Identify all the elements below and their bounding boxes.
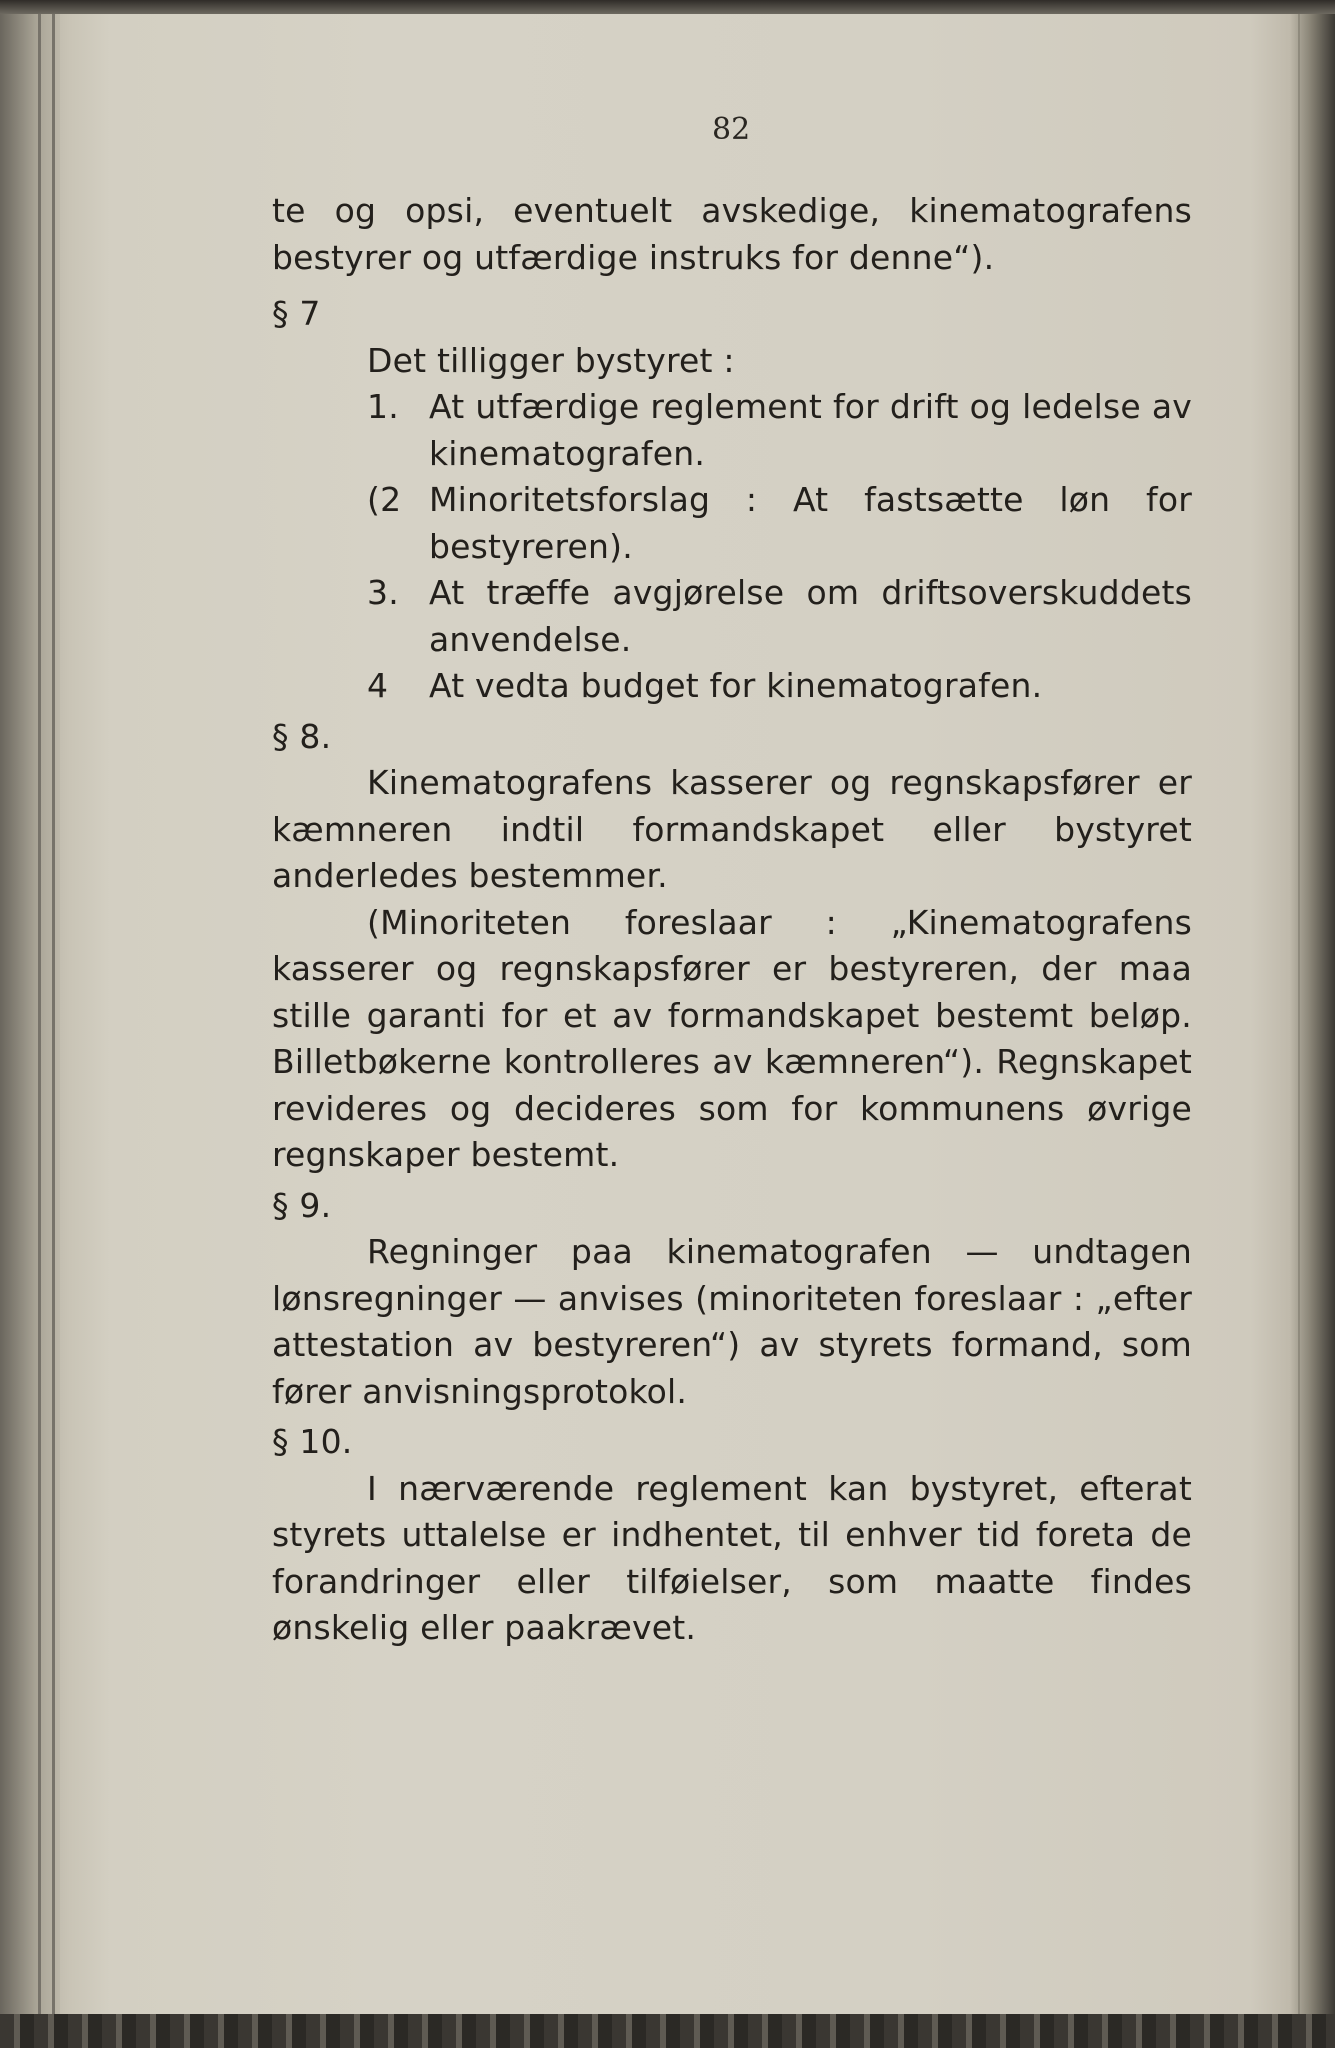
list-item-text: Minoritetsforslag : At fastsætte løn for bestyreren). (429, 480, 1192, 566)
section-10-paragraph: I nærværende reglement kan bystyret, efterat styrets uttalelse er indhentet, til enhver tid foreta de forandringer eller tilføielser, som maatte findes ønskelig eller paakrævet. (272, 1468, 1192, 1647)
section-9-heading: § 9. (272, 1185, 332, 1225)
list-item-number: (2 (367, 480, 402, 519)
book-gutter (0, 14, 60, 2014)
list-item-number: 3. (367, 573, 399, 612)
gutter-line (52, 14, 55, 2014)
list-item-text: At vedta budget for kinematografen. (429, 666, 1043, 705)
list-item (272, 570, 1192, 663)
section-8-minority-paragraph: (Minoriteten foreslaar : „Kinematografens kasserer og regnskapsfører er bestyreren, der maa stille garanti for et av formandskapet bestemt beløp. Billetbøkerne kontrolleres av kæmneren“). Regnskapet revideres og decideres som for kommunens øvrige regnskaper bestemt. (272, 902, 1192, 1174)
page-body (272, 188, 1192, 1652)
page-top-edge (0, 0, 1335, 14)
list-item (272, 663, 1192, 710)
section-8-paragraph: Kinematografens kasserer og regnskapsfører er kæmneren indtil formandskapet eller bystyret anderledes bestemmer. (272, 763, 1192, 895)
list-item-text: At træffe avgjørelse om driftsoverskuddets anvendelse. (429, 573, 1192, 659)
section-8-heading: § 8. (272, 716, 332, 756)
continuation-paragraph: te og opsi, eventuelt avskedige, kinematografens bestyrer og utfærdige instruks for denne“). (272, 191, 1192, 277)
section-9-paragraph: Regninger paa kinematografen — undtagen lønsregninger — anvises (minoriteten foreslaar : „efter attestation av bestyreren“) av styrets formand, som fører anvisningsprotokol. (272, 1232, 1192, 1411)
page-number: 82 (712, 112, 751, 147)
list-item-text: At utfærdige reglement for drift og ledelse av kinematografen. (429, 387, 1192, 473)
list-item-number: 4 (367, 666, 389, 705)
section-10-heading: § 10. (272, 1422, 353, 1461)
section-7-heading: § 7 (272, 294, 321, 333)
page-right-edge (1298, 14, 1300, 2014)
list-item (272, 477, 1192, 570)
section-7-intro: Det tilligger bystyret : (367, 340, 735, 380)
gutter-line (38, 14, 41, 2014)
page-bottom-edge (0, 2014, 1335, 2048)
list-item (272, 384, 1192, 477)
list-item-number: 1. (367, 387, 399, 426)
